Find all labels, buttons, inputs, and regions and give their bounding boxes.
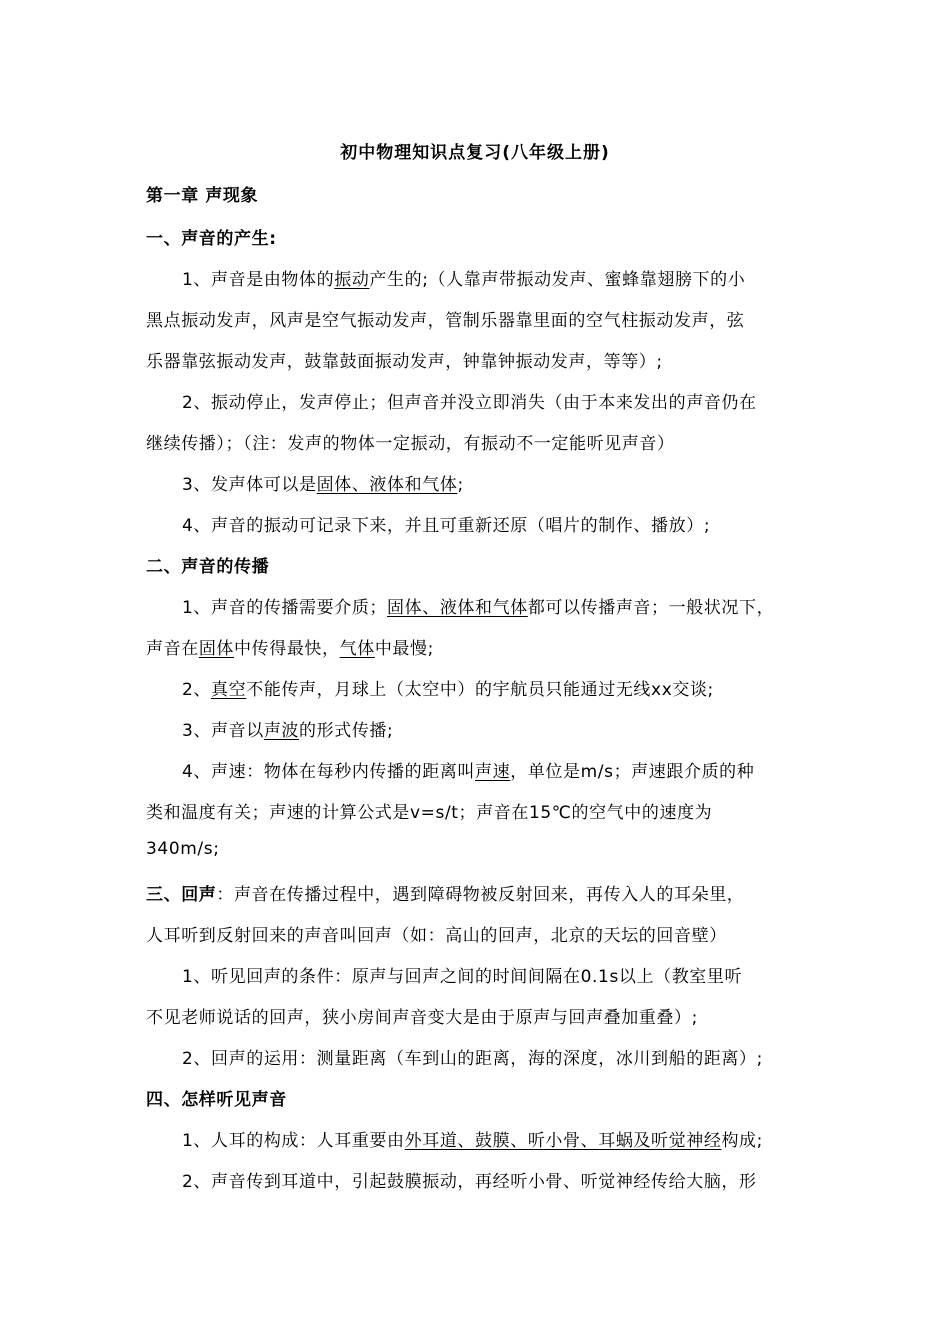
s3-p1-line1: 1、听见回声的条件：原声与回声之间的时间间隔在0.1s以上（教室里听 <box>182 967 743 987</box>
section-3-heading: 三、回声：声音在传播过程中，遇到障碍物被反射回来，再传入人的耳朵里， <box>146 885 745 905</box>
s1-p2-line1: 2、振动停止，发声停止；但声音并没立即消失（由于本来发出的声音仍在 <box>182 393 757 413</box>
s1-p2-line2: 继续传播）；（注：发声的物体一定振动，有振动不一定能听见声音） <box>146 434 675 454</box>
section-2-heading: 二、声音的传播 <box>146 557 270 577</box>
s1-p1-line2: 黑点振动发声，风声是空气振动发声，管制乐器靠里面的空气柱振动发声，弦 <box>146 311 745 331</box>
s2-p4-line3: 340m/s; <box>146 839 220 859</box>
section-4-heading: 四、怎样听见声音 <box>146 1090 287 1110</box>
s1-p1-line1: 1、声音是由物体的振动产生的;（人靠声带振动发声、蜜蜂靠翅膀下的小 <box>182 270 746 290</box>
section-1-heading: 一、声音的产生: <box>146 229 277 249</box>
s2-p4-line1: 4、声速：物体在每秒内传播的距离叫声速，单位是m/s；声速跟介质的种 <box>182 762 755 782</box>
s3-lead-line2: 人耳听到反射回来的声音叫回声（如：高山的回声，北京的天坛的回音壁） <box>146 926 727 946</box>
s2-p1-line2: 声音在固体中传得最快，气体中最慢; <box>146 639 434 659</box>
s1-p4: 4、声音的振动可记录下来，并且可重新还原（唱片的制作、播放）; <box>182 516 711 536</box>
chapter-heading: 第一章 声现象 <box>146 186 259 206</box>
s4-p2: 2、声音传到耳道中，引起鼓膜振动，再经听小骨、听觉神经传给大脑，形 <box>182 1172 757 1192</box>
s2-p4-line2: 类和温度有关；声速的计算公式是v=s/t；声音在15℃的空气中的速度为 <box>146 803 713 823</box>
s2-p1-line1: 1、声音的传播需要介质；固体、液体和气体都可以传播声音；一般状况下， <box>182 598 775 618</box>
s2-p3: 3、声音以声波的形式传播; <box>182 721 394 741</box>
s1-p3: 3、发声体可以是固体、液体和气体; <box>182 475 464 495</box>
s3-p2: 2、回声的运用：测量距离（车到山的距离，海的深度，冰川到船的距离）; <box>182 1049 763 1069</box>
s3-p1-line2: 不见老师说话的回声，狭小房间声音变大是由于原声与回声叠加重叠）; <box>146 1008 698 1028</box>
s4-p1: 1、人耳的构成：人耳重要由外耳道、鼓膜、听小骨、耳蜗及听觉神经构成; <box>182 1131 763 1151</box>
s2-p2: 2、真空不能传声，月球上（太空中）的宇航员只能通过无线xx交谈; <box>182 680 714 700</box>
s1-p1-line3: 乐器靠弦振动发声，鼓靠鼓面振动发声，钟靠钟振动发声，等等）; <box>146 352 663 372</box>
document-title: 初中物理知识点复习(八年级上册) <box>340 143 610 163</box>
